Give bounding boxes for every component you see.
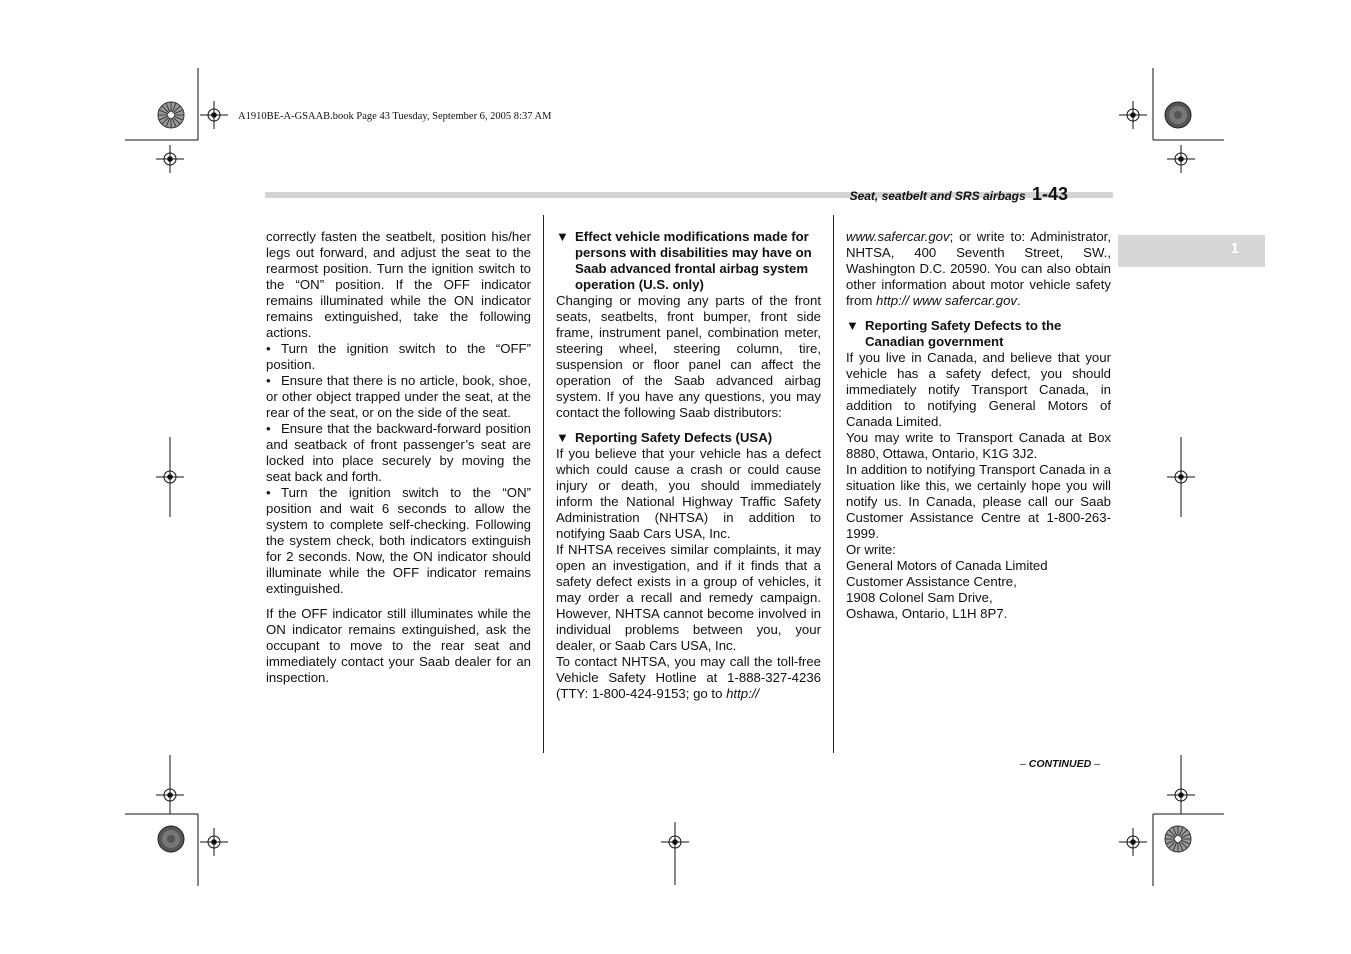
- triangle-down-icon: ▼: [846, 318, 859, 333]
- address-line: Oshawa, Ontario, L1H 8P7.: [846, 606, 1008, 621]
- link-text: http://: [726, 686, 760, 701]
- address-line: Customer Assistance Centre,: [846, 574, 1017, 589]
- paragraph: correctly fasten the seatbelt, position his/her legs out forward, and adjust the seat to the rearmost position. Turn the ignition switch to the “ON” position. If the OFF indicator remains illuminated while the ON indicator remains extinguished, take the following actions.: [266, 229, 531, 340]
- bullet-icon: •: [266, 421, 271, 436]
- paragraph: If the OFF indicator still illuminates while the ON indicator remains extinguished, ask the occupant to move to the rear seat and immediately contact your Saab dealer for an inspection.: [266, 606, 531, 685]
- paragraph: You may write to Transport Canada at Box 8880, Ottawa, Ontario, K1G 3J2.: [846, 430, 1111, 461]
- paragraph: Changing or moving any parts of the front seats, seatbelts, front bumper, front side frame, instrument panel, combination meter, steering wheel, steering column, tire, suspension or floor panel can affect the operation of the Saab advanced airbag system. If you have any questions, you may contact the following Saab distributors:: [556, 293, 821, 420]
- address-line: 1908 Colonel Sam Drive,: [846, 590, 993, 605]
- paragraph: www.safercar.gov; or write to: Administrator, NHTSA, 400 Seventh Street, SW., Washington D.C. 20590. You can also obtain other information about motor vehicle safety from http:// www safercar.gov.: [846, 229, 1111, 308]
- column-divider: [833, 215, 834, 753]
- chapter-tab-number: 1: [1230, 240, 1239, 257]
- page-number: 1-43: [1031, 184, 1068, 204]
- link-text: http:// www safercar.gov: [876, 293, 1018, 308]
- paragraph: If you believe that your vehicle has a defect which could cause a crash or could cause injury or death, you should immediately inform the National Highway Traffic Safety Administration (NHTSA) in addition to notifying Saab Cars USA, Inc.: [556, 446, 821, 541]
- heading-disability-modifications: ▼ Effect vehicle modifications made for persons with disabilities may have on Saab advanced frontal airbag system operation (U.S. only): [556, 229, 812, 292]
- paragraph: If you live in Canada, and believe that your vehicle has a safety defect, you should immediately notify Transport Canada, in addition to notifying General Motors of Canada Limited.: [846, 350, 1111, 429]
- list-item: • Turn the ignition switch to the “ON” position and wait 6 seconds to allow the system to complete self-checking. Following the system check, both indicators extinguish for 2 seconds. Now, the ON indicator should illuminate while the OFF indicator remains extinguished.: [266, 485, 531, 596]
- triangle-down-icon: ▼: [556, 430, 569, 445]
- column-3: [846, 229, 1111, 622]
- heading-reporting-usa: ▼ Reporting Safety Defects (USA): [556, 430, 773, 445]
- list-item: • Turn the ignition switch to the “OFF” position.: [266, 341, 531, 372]
- bullet-icon: •: [266, 373, 271, 388]
- continued-label: – CONTINUED –: [1020, 758, 1100, 770]
- column-divider: [543, 215, 544, 753]
- paragraph: If NHTSA receives similar complaints, it may open an investigation, and if it finds that a safety defect exists in a group of vehicles, it may order a recall and remedy campaign. However, NHTSA cannot become involved in individual problems between you, your dealer, or Saab Cars USA, Inc.: [556, 542, 821, 653]
- bullet-icon: •: [266, 485, 271, 500]
- bullet-icon: •: [266, 341, 271, 356]
- address-line: General Motors of Canada Limited: [846, 558, 1048, 573]
- chapter-tab: [1118, 235, 1265, 267]
- page-header: [850, 184, 1068, 205]
- list-item: • Ensure that there is no article, book, shoe, or other object trapped under the seat, at the rear of the seat, or on the side of the seat.: [266, 373, 531, 420]
- heading-reporting-canada: ▼ Reporting Safety Defects to the Canadian government: [846, 318, 1062, 349]
- paragraph: Or write:: [846, 542, 896, 557]
- link-text: www.safercar.gov: [846, 229, 950, 244]
- column-2: [556, 229, 821, 702]
- section-title: Seat, seatbelt and SRS airbags: [849, 189, 1026, 203]
- list-item: • Ensure that the backward-forward position and seatback of front passenger’s seat are locked into place securely by moving the seat back and forth.: [266, 421, 531, 484]
- column-1: [266, 229, 531, 686]
- book-file-info: A1910BE-A-GSAAB.book Page 43 Tuesday, September 6, 2005 8:37 AM: [238, 111, 552, 122]
- triangle-down-icon: ▼: [556, 229, 569, 244]
- paragraph: In addition to notifying Transport Canada in a situation like this, we certainly hope you will notify us. In Canada, please call our Saab Customer Assistance Centre at 1-800-263-1999.: [846, 462, 1111, 541]
- paragraph: To contact NHTSA, you may call the toll-free Vehicle Safety Hotline at 1-888-327-4236 (TTY: 1-800-424-9153; go to http://: [556, 654, 821, 701]
